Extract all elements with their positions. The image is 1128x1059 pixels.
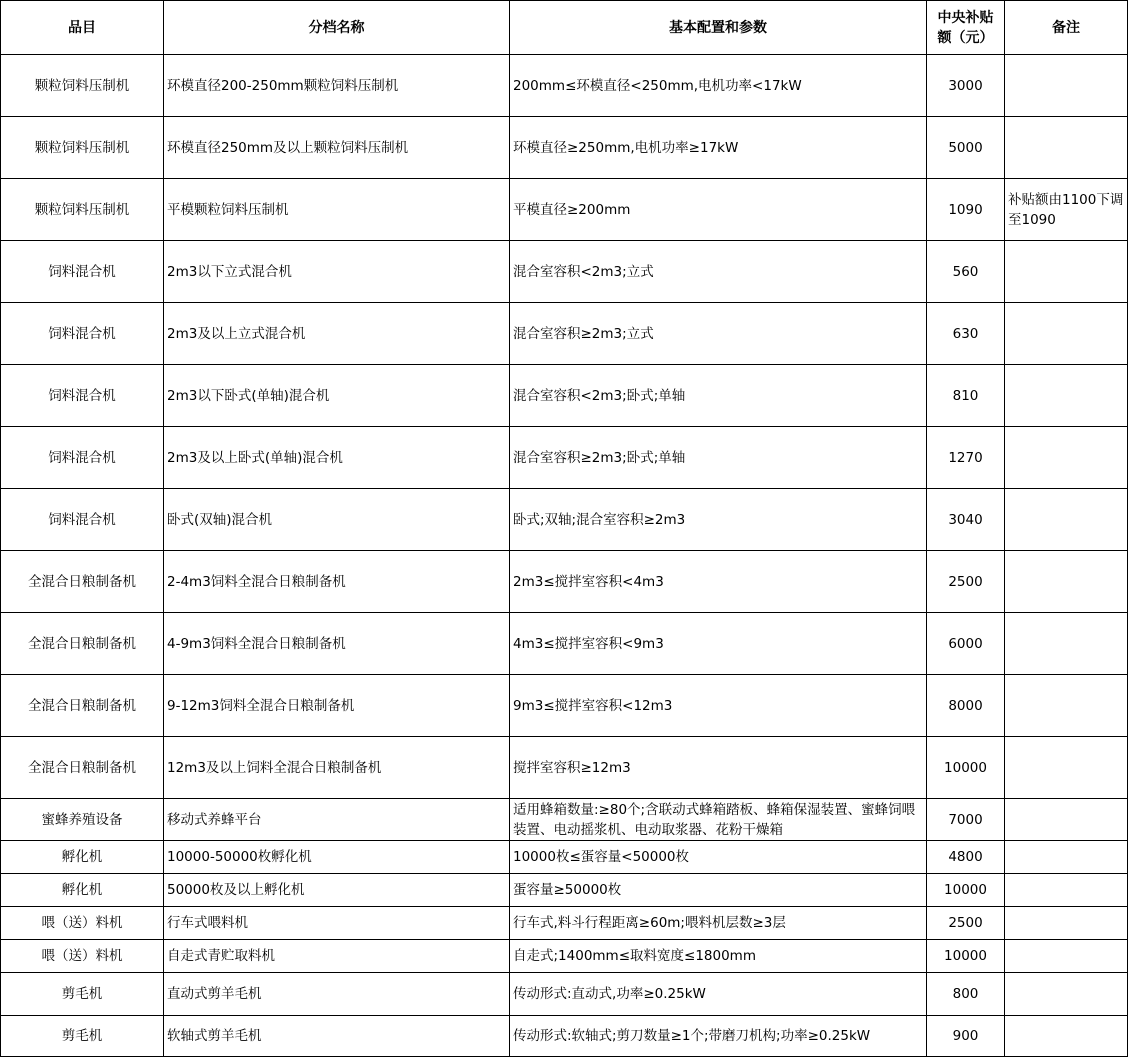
- cell-tier: 平模颗粒饲料压制机: [164, 179, 510, 241]
- table-row: [1, 365, 1128, 427]
- cell-note: [1005, 613, 1128, 675]
- cell-subsidy: 8000: [927, 675, 1005, 737]
- table-row: [1, 117, 1128, 179]
- cell-item: 剪毛机: [1, 1016, 164, 1057]
- cell-subsidy: 560: [927, 241, 1005, 303]
- cell-subsidy: 2500: [927, 551, 1005, 613]
- cell-note: [1005, 427, 1128, 489]
- table-row: [1, 1016, 1128, 1057]
- cell-note: [1005, 737, 1128, 799]
- cell-spec: 混合室容积≥2m3;立式: [510, 303, 927, 365]
- cell-item: 饲料混合机: [1, 427, 164, 489]
- cell-subsidy: 10000: [927, 874, 1005, 907]
- cell-tier: 9-12m3饲料全混合日粮制备机: [164, 675, 510, 737]
- table-row: [1, 737, 1128, 799]
- cell-tier: 直动式剪羊毛机: [164, 973, 510, 1016]
- table-row: [1, 179, 1128, 241]
- cell-note: [1005, 1016, 1128, 1057]
- cell-note: [1005, 303, 1128, 365]
- cell-spec: 卧式;双轴;混合室容积≥2m3: [510, 489, 927, 551]
- cell-subsidy: 4800: [927, 841, 1005, 874]
- cell-tier: 行车式喂料机: [164, 907, 510, 940]
- header-row: [1, 1, 1128, 55]
- header-item: 品目: [1, 1, 164, 55]
- cell-item: 剪毛机: [1, 973, 164, 1016]
- cell-item: 蜜蜂养殖设备: [1, 799, 164, 841]
- table-row: [1, 675, 1128, 737]
- cell-subsidy: 900: [927, 1016, 1005, 1057]
- cell-note: [1005, 799, 1128, 841]
- cell-tier: 2m3及以上立式混合机: [164, 303, 510, 365]
- cell-item: 全混合日粮制备机: [1, 737, 164, 799]
- cell-tier: 自走式青贮取料机: [164, 940, 510, 973]
- cell-item: 饲料混合机: [1, 365, 164, 427]
- header-subsidy: [927, 1, 1005, 55]
- cell-note: 补贴额由1100下调至1090: [1005, 179, 1128, 241]
- cell-note: [1005, 907, 1128, 940]
- cell-spec: 4m3≤搅拌室容积<9m3: [510, 613, 927, 675]
- table-row: [1, 427, 1128, 489]
- cell-tier: 50000枚及以上孵化机: [164, 874, 510, 907]
- cell-note: [1005, 55, 1128, 117]
- cell-note: [1005, 489, 1128, 551]
- cell-note: [1005, 241, 1128, 303]
- cell-spec: 自走式;1400mm≤取料宽度≤1800mm: [510, 940, 927, 973]
- cell-item: 全混合日粮制备机: [1, 613, 164, 675]
- header-note: 备注: [1005, 1, 1128, 55]
- table-row: [1, 799, 1128, 841]
- cell-tier: 环模直径200-250mm颗粒饲料压制机: [164, 55, 510, 117]
- cell-item: 颗粒饲料压制机: [1, 117, 164, 179]
- cell-item: 孵化机: [1, 841, 164, 874]
- header-tier: 分档名称: [164, 1, 510, 55]
- cell-spec: 混合室容积≥2m3;卧式;单轴: [510, 427, 927, 489]
- table-row: [1, 874, 1128, 907]
- cell-subsidy: 3000: [927, 55, 1005, 117]
- cell-subsidy: 10000: [927, 737, 1005, 799]
- cell-spec: 行车式,料斗行程距离≥60m;喂料机层数≥3层: [510, 907, 927, 940]
- table-row: [1, 303, 1128, 365]
- cell-spec: 传动形式:直动式,功率≥0.25kW: [510, 973, 927, 1016]
- cell-item: 饲料混合机: [1, 241, 164, 303]
- cell-tier: 环模直径250mm及以上颗粒饲料压制机: [164, 117, 510, 179]
- cell-tier: 移动式养蜂平台: [164, 799, 510, 841]
- cell-spec: 200mm≤环模直径<250mm,电机功率<17kW: [510, 55, 927, 117]
- table-row: [1, 841, 1128, 874]
- table-row: [1, 241, 1128, 303]
- header-subsidy-line2: 额（元）: [937, 29, 994, 46]
- cell-item: 颗粒饲料压制机: [1, 55, 164, 117]
- cell-tier: 2-4m3饲料全混合日粮制备机: [164, 551, 510, 613]
- cell-item: 全混合日粮制备机: [1, 551, 164, 613]
- cell-spec: 蛋容量≥50000枚: [510, 874, 927, 907]
- cell-tier: 卧式(双轴)混合机: [164, 489, 510, 551]
- cell-note: [1005, 940, 1128, 973]
- cell-tier: 软轴式剪羊毛机: [164, 1016, 510, 1057]
- cell-spec: 2m3≤搅拌室容积<4m3: [510, 551, 927, 613]
- table-row: [1, 973, 1128, 1016]
- cell-note: [1005, 675, 1128, 737]
- header-spec: 基本配置和参数: [510, 1, 927, 55]
- cell-spec: 9m3≤搅拌室容积<12m3: [510, 675, 927, 737]
- cell-spec: 10000枚≤蛋容量<50000枚: [510, 841, 927, 874]
- cell-item: 喂（送）料机: [1, 940, 164, 973]
- cell-item: 颗粒饲料压制机: [1, 179, 164, 241]
- cell-tier: 2m3以下卧式(单轴)混合机: [164, 365, 510, 427]
- cell-spec: 搅拌室容积≥12m3: [510, 737, 927, 799]
- cell-item: 全混合日粮制备机: [1, 675, 164, 737]
- cell-subsidy: 2500: [927, 907, 1005, 940]
- cell-spec: 传动形式:软轴式;剪刀数量≥1个;带磨刀机构;功率≥0.25kW: [510, 1016, 927, 1057]
- cell-note: [1005, 874, 1128, 907]
- cell-subsidy: 1090: [927, 179, 1005, 241]
- cell-tier: 2m3及以上卧式(单轴)混合机: [164, 427, 510, 489]
- cell-spec: 混合室容积<2m3;卧式;单轴: [510, 365, 927, 427]
- table-row: [1, 489, 1128, 551]
- cell-tier: 4-9m3饲料全混合日粮制备机: [164, 613, 510, 675]
- cell-spec: 混合室容积<2m3;立式: [510, 241, 927, 303]
- cell-subsidy: 10000: [927, 940, 1005, 973]
- cell-note: [1005, 973, 1128, 1016]
- cell-spec: 环模直径≥250mm,电机功率≥17kW: [510, 117, 927, 179]
- cell-subsidy: 3040: [927, 489, 1005, 551]
- table-row: [1, 613, 1128, 675]
- cell-note: [1005, 365, 1128, 427]
- cell-subsidy: 810: [927, 365, 1005, 427]
- table-row: [1, 551, 1128, 613]
- cell-subsidy: 630: [927, 303, 1005, 365]
- cell-spec: 适用蜂箱数量:≥80个;含联动式蜂箱踏板、蜂箱保湿装置、蜜蜂饲喂装置、电动摇浆机、电动取浆器、花粉干燥箱: [510, 799, 927, 841]
- cell-tier: 10000-50000枚孵化机: [164, 841, 510, 874]
- cell-subsidy: 800: [927, 973, 1005, 1016]
- cell-tier: 2m3以下立式混合机: [164, 241, 510, 303]
- cell-note: [1005, 551, 1128, 613]
- cell-item: 孵化机: [1, 874, 164, 907]
- cell-item: 饲料混合机: [1, 489, 164, 551]
- header-subsidy-line1: 中央补贴: [937, 9, 994, 26]
- cell-subsidy: 5000: [927, 117, 1005, 179]
- cell-note: [1005, 117, 1128, 179]
- cell-subsidy: 6000: [927, 613, 1005, 675]
- cell-item: 饲料混合机: [1, 303, 164, 365]
- cell-item: 喂（送）料机: [1, 907, 164, 940]
- table-row: [1, 907, 1128, 940]
- cell-tier: 12m3及以上饲料全混合日粮制备机: [164, 737, 510, 799]
- cell-note: [1005, 841, 1128, 874]
- table-row: [1, 940, 1128, 973]
- cell-spec: 平模直径≥200mm: [510, 179, 927, 241]
- table-row: [1, 55, 1128, 117]
- cell-subsidy: 1270: [927, 427, 1005, 489]
- cell-subsidy: 7000: [927, 799, 1005, 841]
